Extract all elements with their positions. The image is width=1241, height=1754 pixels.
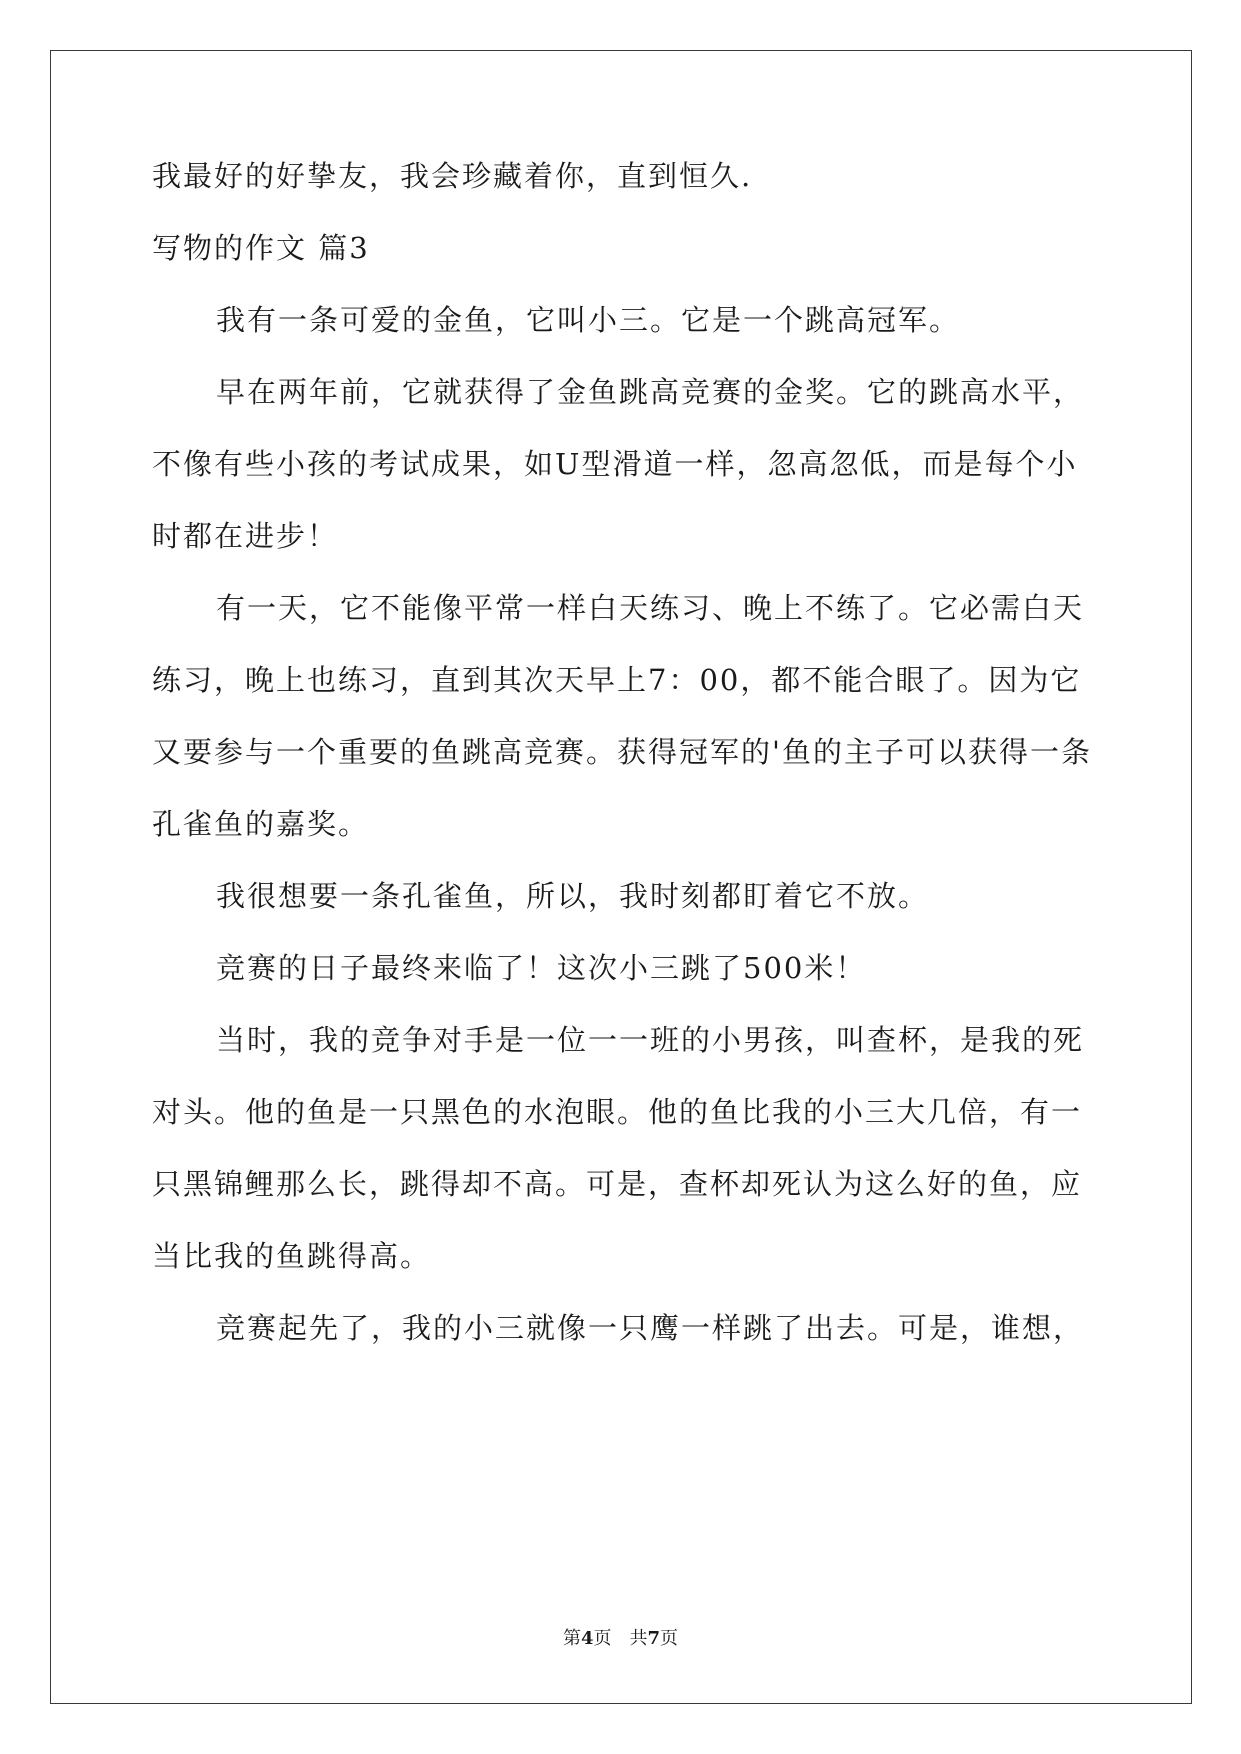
paragraph-line: 练习，晚上也练习，直到其次天早上7：00，都不能合眼了。因为它 [152,663,1082,697]
paragraph-line: 又要参与一个重要的鱼跳高竞赛。获得冠军的'鱼的主子可以获得一条 [152,735,1092,769]
footer-suffix: 页 [660,1628,679,1649]
page-footer [0,1627,1241,1651]
paragraph-line: 时都在进步！ [152,519,339,553]
footer-prefix: 第 [562,1628,581,1649]
paragraph-line: 不像有些小孩的考试成果，如U型滑道一样，忽高忽低，而是每个小 [152,447,1078,481]
paragraph-line: 只黑锦鲤那么长，跳得却不高。可是，查杯却死认为这么好的鱼，应 [152,1167,1083,1201]
paragraph-line: 当时，我的竞争对手是一位一一班的小男孩，叫查杯，是我的死 [216,1023,1085,1057]
paragraph-line: 竞赛的日子最终来临了！这次小三跳了500米！ [216,951,867,985]
paragraph-line: 早在两年前，它就获得了金鱼跳高竞赛的金奖。它的跳高水平， [216,375,1085,409]
paragraph-line: 我很想要一条孔雀鱼，所以，我时刻都盯着它不放。 [216,879,930,913]
footer-total-pages: 7 [647,1628,661,1649]
text-line-closing: 我最好的好挚友，我会珍藏着你，直到恒久. [152,159,753,193]
paragraph-line: 我有一条可爱的金鱼，它叫小三。它是一个跳高冠军。 [216,303,961,337]
paragraph-line: 竞赛起先了，我的小三就像一只鹰一样跳了出去。可是，谁想， [216,1311,1085,1345]
footer-current-page: 4 [580,1628,594,1649]
page-border [50,50,1192,1704]
footer-middle: 页 共 [593,1628,648,1649]
paragraph-line: 对头。他的鱼是一只黑色的水泡眼。他的鱼比我的小三大几倍，有一 [152,1095,1083,1129]
paragraph-line: 孔雀鱼的嘉奖。 [152,807,370,841]
paragraph-line: 当比我的鱼跳得高。 [152,1239,432,1273]
paragraph-line: 有一天，它不能像平常一样白天练习、晚上不练了。它必需白天 [216,591,1085,625]
section-heading: 写物的作文 篇3 [152,231,370,265]
